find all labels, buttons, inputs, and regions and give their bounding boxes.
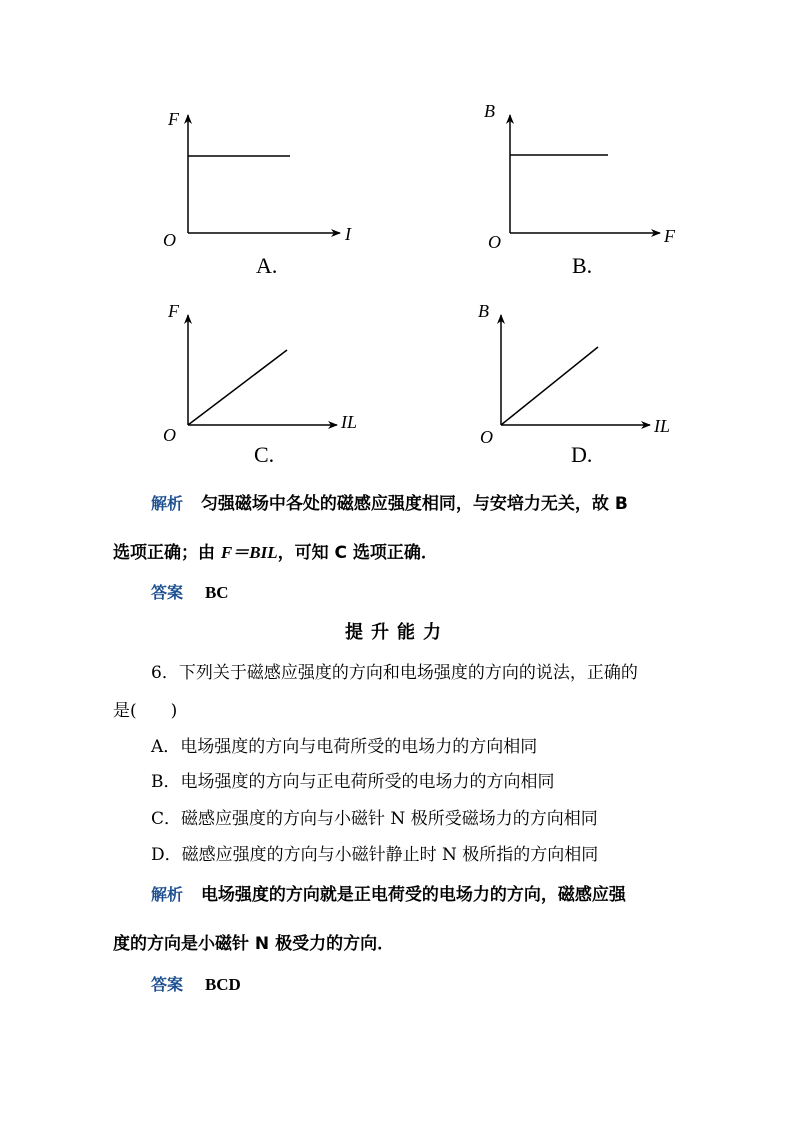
graph-d-y-label: B: [478, 301, 489, 321]
graph-d-x-label: IL: [654, 416, 671, 436]
q5-answer-tag: 答案: [151, 583, 184, 602]
graph-b-x-label: F: [664, 226, 675, 246]
section-title: 提升能力: [345, 622, 449, 643]
graph-c-origin: O: [163, 425, 176, 445]
q5-formula: F＝BIL: [220, 543, 278, 562]
graph-c-curve: [188, 350, 287, 425]
graph-a: [163, 109, 352, 278]
q5-answer: BC: [204, 583, 229, 602]
graph-b-y-label: B: [484, 101, 495, 121]
q6-option-b: B．电场强度的方向与正电荷所受的电场力的方向相同: [151, 772, 555, 792]
q6-answer-tag: 答案: [151, 975, 184, 994]
graph-a-y-label: F: [168, 109, 179, 129]
graph-a-origin: O: [163, 230, 176, 250]
graph-b-origin: O: [488, 232, 501, 252]
q5-analysis-text2-pre: 选项正确；由: [113, 543, 221, 563]
q5-answer-line: [151, 580, 229, 603]
q5-analysis-text2-post: ，可知 C 选项正确．: [277, 543, 438, 563]
q6-answer-line: [151, 972, 241, 995]
graph-a-x-label: I: [345, 224, 351, 244]
graph-d-curve: [501, 347, 598, 425]
q6-analysis-line1: [151, 880, 626, 905]
graph-c: [163, 301, 357, 467]
q6-option-d: D．磁感应强度的方向与小磁针静止时 N 极所指的方向相同: [151, 845, 599, 865]
q6-stem-line1: 6．下列关于磁感应强度的方向和电场强度的方向的说法，正确的: [151, 663, 638, 683]
q6-analysis-text1: 电场强度的方向就是正电荷受的电场力的方向，磁感应强: [200, 885, 626, 905]
q6-answer: BCD: [204, 975, 241, 994]
q5-analysis-text1: 匀强磁场中各处的磁感应强度相同，与安培力无关，故 B: [200, 494, 628, 514]
graph-c-y-label: F: [168, 301, 179, 321]
q5-analysis-tag: 解析: [151, 494, 184, 513]
q6-analysis-line2: 度的方向是小磁针 N 极受力的方向．: [113, 934, 395, 954]
graph-b-option-label: B.: [572, 253, 593, 278]
graph-c-option-label: C.: [254, 442, 275, 467]
q6-option-a: A．电场强度的方向与电荷所受的电场力的方向相同: [151, 737, 538, 757]
graph-c-x-label: IL: [341, 412, 358, 432]
q5-analysis-line1: [151, 489, 628, 514]
graphs-figure: [0, 0, 794, 470]
q6-analysis-tag: 解析: [151, 885, 184, 904]
q5-analysis-line2: [113, 538, 438, 563]
graph-d-option-label: D.: [571, 442, 593, 467]
graph-d: [478, 301, 670, 467]
graph-a-option-label: A.: [256, 253, 278, 278]
q6-stem-line2: 是( ): [113, 701, 178, 721]
graph-b: [484, 101, 676, 278]
graph-d-origin: O: [480, 427, 493, 447]
q6-option-c: C．磁感应强度的方向与小磁针 N 极所受磁场力的方向相同: [151, 809, 598, 829]
